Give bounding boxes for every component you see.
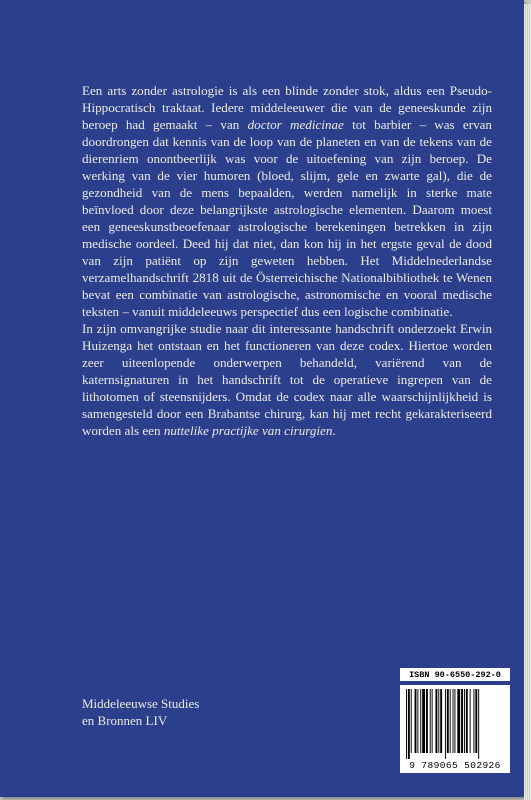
blurb-paragraph-1 (82, 82, 492, 320)
isbn-block (400, 668, 510, 773)
barcode-bar (466, 689, 468, 753)
barcode-bar (461, 689, 463, 753)
barcode-bar (408, 689, 410, 759)
barcode-bar (440, 689, 442, 753)
isbn-label: ISBN 90-6550-292-0 (400, 668, 510, 681)
barcode-bar (406, 689, 407, 759)
blurb-text (82, 82, 492, 439)
series-line-1: Middeleeuwse Studies (82, 696, 200, 711)
barcode-bars (406, 689, 504, 759)
barcode-bar (432, 689, 433, 753)
barcode-bar (447, 689, 449, 753)
text-run: . (332, 423, 336, 438)
italic-phrase: nuttelike practijke van cirurgien (163, 423, 333, 438)
barcode-number: 9 789065 502926 (409, 760, 501, 771)
series-line-2-text: en Bronnen (82, 713, 146, 728)
barcode-bar (457, 689, 460, 753)
barcode-bar (464, 689, 465, 753)
barcode (400, 685, 510, 773)
barcode-bar (415, 689, 417, 753)
barcode-bar (470, 689, 471, 753)
barcode-bar (422, 689, 425, 753)
series-title (82, 695, 199, 729)
barcode-bar (426, 689, 428, 753)
barcode-bar (450, 689, 451, 753)
barcode-bar (445, 689, 446, 759)
barcode-bar (417, 689, 418, 753)
series-line-2 (82, 712, 199, 729)
text-run: tot barbier – was ervan doordrongen dat kennis van de loop van de planeten en van de tekens van de dierenriem onontbeerlijk was voor de uitoefening van zijn beroep. De werking van de vier humoren (bloed, slijm, gele en zwarte gal), die de gezondheid van de mens bepaalden, werden namelijk in sterke mate beïnvloed door deze belangrijkste astrologische elementen. Daarom moest een geneeskunstbeoefenaar astrologische berekeningen betrekken in zijn medische oordeel. Deed hij dat niet, dan kon hij in het ergste geval de dood van zijn patiënt op zijn geweten hebben. Het Middelnederlandse verzamelhandschrift 2818 uit de Österreichische Nationalbibliothek te Wenen bevat een combinatie van astrologische, astronomische en vooral medische teksten – vanuit middeleeuws perspectief dus een logische combinatie. (82, 117, 492, 319)
barcode-bar (478, 689, 479, 759)
italic-phrase: doctor medicinae (247, 117, 344, 132)
text-run: In zijn omvangrijke studie naar dit interessante handschrift onderzoekt Erwin Huizenga het ontstaan en het functioneren van deze codex. Hiertoe worden zeer uiteenlopende onderwerpen behandeld, variërend van de katernsignaturen in het handschrift tot de operatieve ingrepen van de lithotomen of steensnijders. Omdat de codex naar alle waarschijnlijkheid is samengesteld door een Brabantse chirurg, kan hij met recht gekarakteriseerd worden als een (82, 321, 492, 438)
text-run: Een arts zonder astrologie is als een blinde zonder stok, aldus een Pseudo-Hippocratisch traktaat. Iedere middeleeuwer die van de geneeskunde zijn beroep had gemaakt – van (82, 83, 492, 132)
barcode-bar (453, 689, 454, 753)
barcode-bar (435, 689, 437, 753)
barcode-bar (430, 689, 431, 753)
barcode-bar (420, 689, 421, 753)
barcode-bar (473, 689, 474, 753)
barcode-bar (475, 689, 477, 753)
barcode-bar (438, 689, 439, 753)
series-volume-number: LIV (145, 713, 168, 728)
page-edge (524, 4, 531, 800)
blurb-paragraph-2 (82, 320, 492, 439)
barcode-bar (454, 689, 455, 753)
barcode-bar (411, 689, 412, 753)
